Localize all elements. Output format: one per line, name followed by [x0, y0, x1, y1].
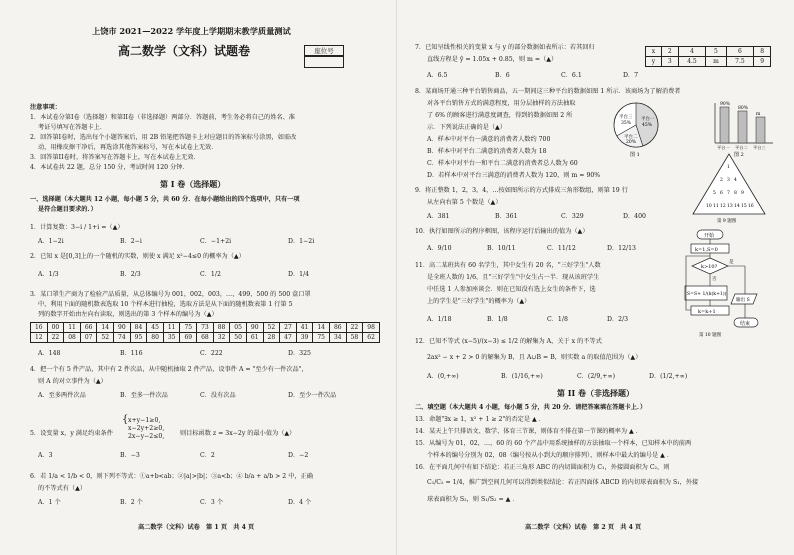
q2-option-d: D．1/4 [288, 271, 310, 278]
random-number-cell: 50 [230, 333, 247, 343]
q6-option-c: C．3 个 [200, 499, 224, 506]
exam-header: 上饶市 2021—2022 学年度上学期期末教学质量测试 [92, 26, 291, 36]
triangle-number: 14 [734, 204, 740, 209]
triangle-number: 5 [713, 191, 716, 196]
random-number-cell: 62 [363, 333, 380, 343]
flow-init-label: k=1,S=0 [695, 247, 718, 253]
question-11: 11．高二某班共有 60 名学生，其中女生有 20 名，"三好学生"人数 [415, 262, 601, 269]
random-number-cell: 86 [329, 323, 346, 333]
program-flowchart [683, 228, 761, 340]
q9-option-d: D．400 [623, 213, 646, 220]
random-number-cell: 52 [263, 323, 280, 333]
random-number-cell: 08 [64, 333, 81, 343]
bar-value: 80% [738, 106, 749, 111]
random-number-cell: 90 [246, 323, 263, 333]
random-number-cell: 28 [263, 333, 280, 343]
q8-option-c: C．样本中对平台一和平台二满意的消费者总人数为 60 [427, 160, 578, 167]
random-number-cell: 32 [213, 333, 230, 343]
figure-10-caption: 第 10 题图 [699, 333, 722, 338]
triangle-number: 4 [734, 178, 737, 183]
triangle-number: 9 [741, 191, 744, 196]
question-7: 7．已知呈线性相关的变量 x 与 y 的部分数据如表所示：若其回归 [415, 44, 595, 51]
bar-chart-figure-2 [707, 98, 777, 158]
random-number-cell: 58 [346, 333, 363, 343]
question-14: 14．某天上午只排语文、数学、体育三节课，则体育不排在第一节课的概率为 ▲ ． [415, 428, 642, 435]
q1-option-c: C．−1+2i [200, 238, 232, 245]
random-number-cell: 12 [31, 333, 48, 343]
bar-label: 平台三 [753, 145, 766, 150]
q9-option-c: C．329 [561, 213, 584, 220]
triangle-number: 15 [741, 204, 747, 209]
exam-page-2 [397, 0, 794, 555]
pie-label: 平台三 [619, 115, 633, 120]
flow-no-label: 否 [712, 277, 717, 282]
question-9: 从左向右第 5 个数是（▲） [427, 199, 502, 206]
page-footer: 高二数学（文科）试卷 第 1 页 共 4 页 [138, 524, 255, 531]
flow-condition-label: k>10? [701, 264, 718, 270]
random-number-cell: 22 [346, 323, 363, 333]
bar [738, 111, 747, 143]
random-number-cell: 73 [197, 323, 214, 333]
q5-option-d: D．−2 [288, 452, 309, 459]
question-8: 8．某商场开通三种平台销售商品，五一期间这三种平台的数据如图 1 所示．该商场为了解消费者 [415, 88, 681, 95]
note-line: 2．回答第I卷时，选出每个小题答案后，用 2B 铅笔把答题卡上对应题目的答案标号涂黑，如需改 [30, 134, 297, 141]
flow-increment-label: k=k+1 [698, 309, 716, 315]
seat-number-box [304, 55, 344, 68]
q3-option-c: C．222 [200, 350, 223, 357]
triangle-number: 12 [720, 204, 726, 209]
brace: { [122, 414, 129, 425]
q2-option-b: B．2/3 [120, 271, 141, 278]
question-6: 的不等式有（▲） [38, 485, 87, 492]
table-cell: 6 [726, 47, 754, 57]
q7-option-b: B．6 [495, 72, 510, 79]
triangle-number: 8 [734, 191, 737, 196]
table-cell: 5 [706, 47, 726, 57]
flow-body-label: S=S+ 1/(k(k+1)) [687, 292, 727, 297]
question-3: 列的数字开始由左向右读取，则选出的第 3 个样本的编号为（▲） [38, 311, 218, 318]
q4-option-b: B．至多一件次品 [120, 392, 168, 399]
triangle-number: 1 [727, 165, 730, 170]
triangle-number-array [691, 152, 767, 224]
triangle-number: 11 [713, 204, 719, 209]
triangle-number: 6 [720, 191, 723, 196]
question-6: 6．若 1/a < 1/b < 0，则下列不等式：①a+b<ab；②|a|>|b|；③a<b；④ b/a + a/b > 2 中，正确 [30, 473, 313, 480]
pie-label: 平台一 [641, 117, 655, 122]
random-number-cell: 47 [280, 333, 297, 343]
q12-option-d: D．(1/2,+∞) [649, 373, 688, 380]
exam-title: 高二数学（文科）试题卷 [118, 44, 251, 58]
q4-option-d: D．至少一件次品 [288, 392, 337, 399]
flow-output-label: 输出 S [736, 298, 750, 303]
random-number-cell: 00 [47, 323, 64, 333]
question-8: 对各平台销售方式的满意程度，用分层抽样的方法抽取 [427, 100, 576, 107]
table-cell: 8 [754, 47, 771, 57]
q11-option-d: D．2/3 [607, 316, 629, 323]
q1-option-b: B．2−i [120, 238, 142, 245]
random-number-cell: 98 [363, 323, 380, 333]
q5-option-c: C．2 [200, 452, 215, 459]
part2-title: 第 II 卷（非选择题） [557, 388, 635, 398]
random-number-cell: 27 [280, 323, 297, 333]
random-number-cell: 07 [80, 333, 97, 343]
random-number-cell: 35 [163, 333, 180, 343]
random-number-cell: 74 [114, 333, 131, 343]
table-cell: 9 [754, 57, 771, 67]
triangle-number: 3 [727, 178, 730, 183]
random-number-cell: 11 [163, 323, 180, 333]
question-16: C₁/C₂ = 1/4，推广到空间几何可以得到类似结论：若正四面体 ABCD 的内切球表面积为 S₁，外接 [427, 479, 699, 486]
q6-option-d: D．4 个 [288, 499, 312, 506]
q10-option-c: C．11/12 [547, 245, 576, 252]
random-number-table [30, 322, 380, 343]
random-number-cell: 16 [31, 323, 48, 333]
q5-option-b: B．−3 [120, 452, 140, 459]
q1-option-a: A．1−2i [38, 238, 64, 245]
q1-option-d: D．1−2i [288, 238, 315, 245]
pie-pct: 20% [626, 140, 637, 145]
question-3: 中，利用下面的随机数表选取 10 个样本进行抽检，选取方法是从下面的随机数表第 1 行第 5 [38, 301, 293, 308]
q7-option-c: C．6.1 [561, 72, 582, 79]
q9-option-a: A．381 [427, 213, 450, 220]
note-line: 考证号填写在答题卡上． [38, 124, 107, 131]
q4-option-c: C．没有次品 [200, 392, 236, 399]
q2-option-c: C．1/2 [200, 271, 221, 278]
page-footer: 高二数学（文科）试卷 第 2 页 共 4 页 [525, 524, 642, 531]
question-5: 则目标函数 z = 3x−2y 的最小值为（▲） [180, 430, 296, 437]
q11-option-a: A．1/18 [427, 316, 452, 323]
question-8: 示．下列说法正确的是（▲） [427, 124, 507, 131]
q8-option-a: A．样本中对平台一满意的消费者人数约 700 [427, 136, 551, 143]
y-row [646, 57, 771, 67]
random-number-cell: 75 [313, 333, 330, 343]
bar-label: 平台一 [717, 145, 730, 150]
question-16: 球表面积为 S₂，则 S₁/S₂ = ▲ ． [427, 496, 519, 503]
notes-heading: 注意事项： [30, 104, 61, 111]
triangle-number: 10 [706, 204, 712, 209]
q10-option-d: D．12/13 [607, 245, 636, 252]
random-number-cell: 39 [296, 333, 313, 343]
bar-label: 平台二 [735, 145, 748, 150]
random-number-cell: 69 [180, 333, 197, 343]
q12-option-a: A．(0,+∞) [427, 373, 459, 380]
q3-option-a: A．148 [38, 350, 61, 357]
question-15: 个样本的编号分别为 02，08（编号按从小到大的顺序排列），则样本中最大的编号是 ▲ ． [427, 452, 674, 459]
regression-data-table [645, 46, 771, 67]
constraint: x−2y+2≥0, [128, 425, 165, 432]
q5-option-a: A．3 [38, 452, 53, 459]
question-12: 12．已知不等式 (x−5)/(x−3) ≤ 1/2 的解集为 A，关于 x 的不等式 [415, 338, 602, 345]
question-2: 2．已知 x 是[0,3]上的一个随机的实数，则使 x 满足 x²−4≤0 的概率为（▲） [30, 253, 245, 260]
table-cell: x [646, 47, 662, 57]
question-5: 5．设变量 x，y 满足约束条件 [30, 430, 113, 437]
part1-title: 第 I 卷（选择题） [160, 179, 226, 189]
q3-option-b: B．116 [120, 350, 143, 357]
question-11: 中任选 1 人参加座谈会．则在已知没有选上女生的条件下，选 [427, 286, 596, 293]
table-cell: 2 [661, 47, 678, 57]
q10-option-b: B．10/11 [487, 245, 516, 252]
q2-option-a: A．1/3 [38, 271, 59, 278]
q6-option-a: A．1 个 [38, 499, 61, 506]
question-13: 13．命题"∃x ≥ 1，x² + 1 ≥ 2"的否定是 ▲ ． [415, 416, 545, 423]
q4-option-a: A．至多两件次品 [38, 392, 86, 399]
random-number-cell: 34 [329, 333, 346, 343]
question-16: 16．在平面几何中有如下结论：若正三角形 ABC 的内切圆面积为 C₁，外接圆面积为 C₂，则 [415, 464, 670, 471]
question-3: 3．某口罩生产商为了检验产品质量，从总体编号为 001，002，003，…，499，500 的 500 盒口罩 [30, 291, 311, 298]
question-8: 了 6% 的顾客进行满意度调查，得到的数据如图 2 所 [427, 112, 573, 119]
q12-option-b: B．(1/16,+∞) [501, 373, 543, 380]
table-cell: 3 [661, 57, 678, 67]
q9-option-b: B．361 [495, 213, 518, 220]
flow-yes-label: 是 [729, 260, 734, 265]
q7-option-d: D．7 [623, 72, 639, 79]
bar-value: m [756, 112, 761, 117]
q11-option-c: C．1/8 [547, 316, 568, 323]
q8-option-d: D．若样本中对平台三满意的消费者人数为 120，则 m = 90% [427, 172, 601, 179]
random-number-cell: 41 [296, 323, 313, 333]
pie-pct: 35% [621, 121, 632, 126]
note-line: 3．回答第II卷时，将答案写在答题卡上，写在本试卷上无效． [30, 154, 200, 161]
triangle-number: 13 [727, 204, 733, 209]
random-number-cell: 88 [213, 323, 230, 333]
question-12: 2ax² − x + 2 > 0 的解集为 B，且 A∪B = B，则实数 a 的取值范围为（▲） [427, 354, 642, 361]
part1-intro: 是符合题目要求的．） [38, 206, 97, 213]
q6-option-b: B．2 个 [120, 499, 143, 506]
bar-group [717, 101, 766, 151]
bar-value: 90% [720, 102, 731, 107]
q12-option-c: C．(2/9,+∞) [577, 373, 616, 380]
note-line: 4．本试卷共 22 题，总分 150 分，考试时间 120 分钟． [30, 164, 189, 171]
table-cell: y [646, 57, 662, 67]
pie-label: 平台二 [624, 135, 638, 140]
question-11: 上的学生是"三好学生"的概率为（▲） [427, 298, 531, 305]
question-9: 9．将正整数 1，2，3，4，…按如图所示的方式排成三角形数组，则第 19 行 [415, 187, 628, 194]
question-11: 是全班人数的 1/6，且"三好学生"中女生占一半．现从该班学生 [427, 274, 600, 281]
pie-pct: 45% [642, 123, 653, 128]
random-number-cell: 84 [130, 323, 147, 333]
part2-intro: 二、填空题（本大题共 4 小题，每小题 5 分，共 20 分．请把答案填在答题卡上．） [415, 404, 647, 411]
random-number-cell: 61 [246, 333, 263, 343]
figure-1-caption: 图 1 [630, 152, 640, 158]
table-cell: 7.5 [726, 57, 754, 67]
question-7: 直线方程是 ŷ = 1.05x + 0.85，则 m =（▲） [427, 56, 558, 63]
table-cell: m [706, 57, 726, 67]
triangle-number: 16 [748, 204, 754, 209]
table-cell: 4 [678, 47, 706, 57]
flow-end-label: 结束 [740, 321, 751, 327]
random-row-2 [31, 333, 380, 343]
constraint: 2x−y−2≤0, [128, 433, 165, 440]
random-number-cell: 22 [47, 333, 64, 343]
figure-2-caption: 图 2 [734, 152, 744, 158]
figure-9-caption: 第 9 题图 [717, 219, 737, 224]
random-number-cell: 52 [97, 333, 114, 343]
pie-chart-figure-1 [611, 98, 661, 158]
x-row [646, 47, 771, 57]
question-4: 4．把一个有 5 件产品，其中有 2 件次品，从中随机抽取 2 件产品，设事件 A = "至少有一件次品"， [30, 366, 308, 373]
random-number-cell: 11 [64, 323, 81, 333]
part1-intro: 一、选择题（本大题共 12 小题，每小题 5 分，共 60 分．在每小题给出的四个选项中，只有一项 [30, 196, 300, 203]
q11-option-b: B．1/8 [487, 316, 508, 323]
q8-option-b: B．样本中对平台二满意的消费者人数为 18 [427, 148, 547, 155]
bar [756, 117, 765, 143]
random-number-cell: 80 [147, 333, 164, 343]
flow-start-label: 开始 [704, 233, 715, 239]
random-number-cell: 68 [197, 333, 214, 343]
table-cell: 4.5 [678, 57, 706, 67]
constraint: x+y−1≥0, [128, 417, 161, 424]
seat-number-label: 座位号 [304, 45, 344, 57]
q3-option-d: D．325 [288, 350, 311, 357]
question-1: 1．计算复数：3−i / 1+i =（▲） [30, 224, 124, 231]
q10-option-a: A．9/10 [427, 245, 452, 252]
random-row-1 [31, 323, 380, 333]
triangle-number: 7 [727, 191, 730, 196]
random-number-cell: 45 [147, 323, 164, 333]
q7-option-a: A．6.5 [427, 72, 448, 79]
question-15: 15．从编号为 01，02，…，60 的 60 个产品中用系统抽样的方法抽取一个样本，已知样本中的前两 [415, 440, 692, 447]
random-number-cell: 90 [114, 323, 131, 333]
random-number-cell: 95 [130, 333, 147, 343]
note-line: 动，用橡皮擦干净后，再选涂其他答案标号，写在本试卷上无效． [38, 144, 218, 151]
random-number-cell: 14 [313, 323, 330, 333]
note-line: 1．本试卷分第I卷（选择题）和第II卷（非选择题）两部分．答题前，考生务必将自己的姓名、准 [30, 114, 295, 121]
question-4: 则 A 的对立事件为（▲） [38, 378, 107, 385]
random-number-cell: 66 [80, 323, 97, 333]
triangle-number: 2 [720, 178, 723, 183]
bar [720, 107, 729, 143]
question-10: 10．执行如图所示的程序框图，该程序运行后输出的值为（▲） [415, 228, 589, 235]
random-number-cell: 05 [230, 323, 247, 333]
random-number-cell: 14 [97, 323, 114, 333]
random-number-cell: 75 [180, 323, 197, 333]
